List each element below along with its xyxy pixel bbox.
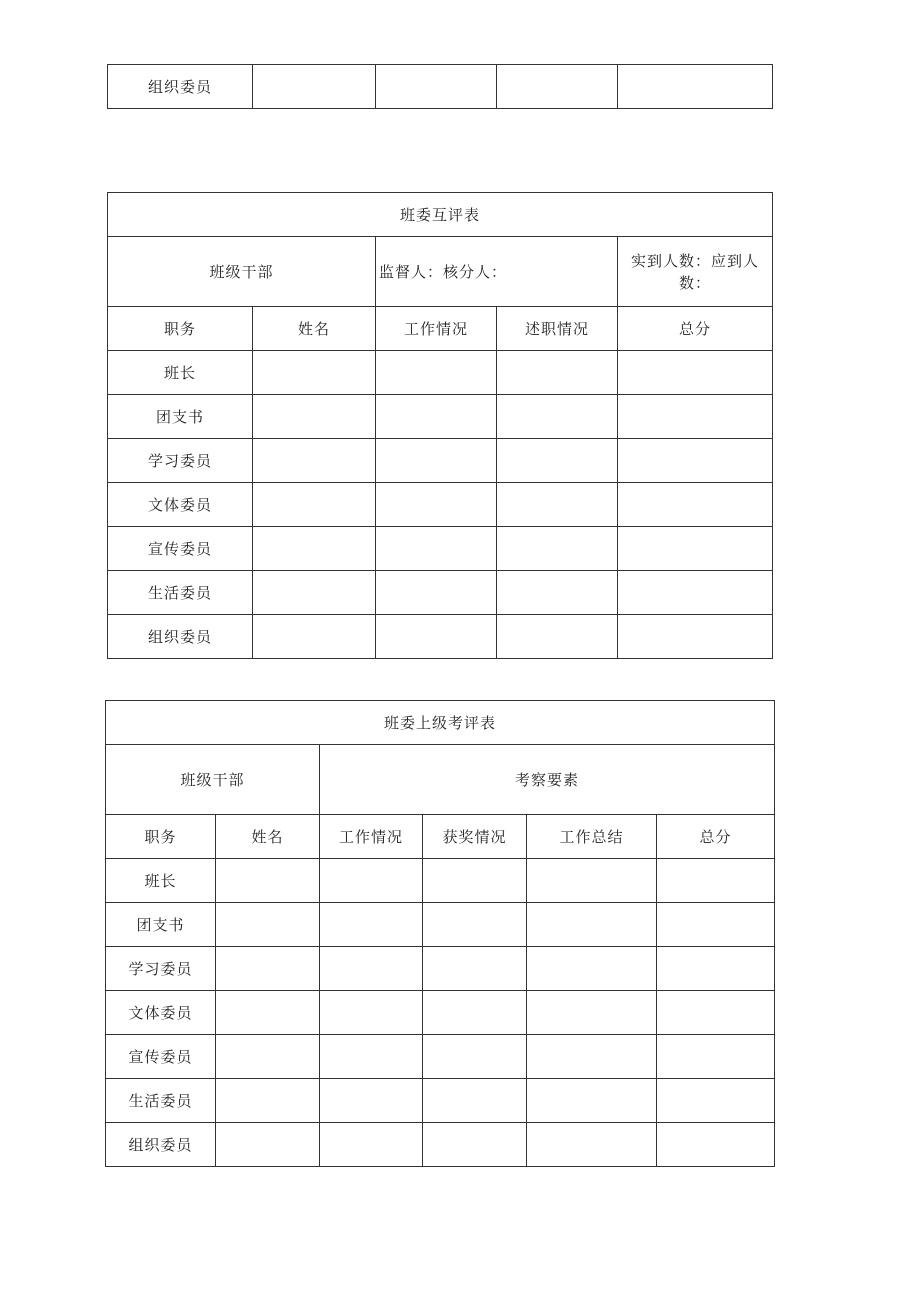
work-cell[interactable] (376, 615, 497, 659)
total-cell[interactable] (618, 351, 773, 395)
work-cell[interactable] (376, 483, 497, 527)
awards-cell[interactable] (423, 1079, 527, 1123)
table-row (108, 439, 773, 483)
awards-cell[interactable] (423, 991, 527, 1035)
role-cell: 班长 (108, 351, 253, 395)
work-cell[interactable] (376, 351, 497, 395)
header-name: 姓名 (253, 307, 376, 351)
table-row (108, 615, 773, 659)
table-row (108, 527, 773, 571)
summary-cell[interactable] (527, 1123, 657, 1167)
summary-cell[interactable] (527, 1035, 657, 1079)
role-cell: 文体委员 (108, 483, 253, 527)
header-row (108, 307, 773, 351)
table-title: 班委互评表 (108, 193, 773, 237)
header-total: 总分 (618, 307, 773, 351)
summary-cell[interactable] (527, 1079, 657, 1123)
dept-label: 班级干部 (108, 237, 376, 307)
total-cell[interactable] (618, 615, 773, 659)
total-cell[interactable] (618, 439, 773, 483)
name-cell[interactable] (216, 1123, 320, 1167)
total-cell[interactable] (657, 1035, 775, 1079)
report-cell[interactable] (497, 483, 618, 527)
work-cell[interactable] (376, 395, 497, 439)
report-cell[interactable] (497, 527, 618, 571)
header-report: 述职情况 (497, 307, 618, 351)
work-cell[interactable] (376, 527, 497, 571)
info-row (106, 745, 775, 815)
table-row (106, 1079, 775, 1123)
name-cell[interactable] (216, 1079, 320, 1123)
info-row (108, 237, 773, 307)
table-title-row (106, 701, 775, 745)
total-cell[interactable] (657, 947, 775, 991)
work-cell[interactable] (320, 1123, 423, 1167)
header-role: 职务 (106, 815, 216, 859)
attendance-label: 实到人数：应到人数： (618, 237, 773, 307)
header-work: 工作情况 (376, 307, 497, 351)
header-total: 总分 (657, 815, 775, 859)
report-cell[interactable] (497, 351, 618, 395)
role-cell: 文体委员 (106, 991, 216, 1035)
total-cell[interactable] (657, 991, 775, 1035)
dept-label: 班级干部 (106, 745, 320, 815)
table-row (108, 483, 773, 527)
work-cell[interactable] (320, 991, 423, 1035)
header-role: 职务 (108, 307, 253, 351)
name-cell[interactable] (216, 1035, 320, 1079)
header-work: 工作情况 (320, 815, 423, 859)
role-cell: 团支书 (108, 395, 253, 439)
summary-cell[interactable] (527, 903, 657, 947)
table-title: 班委上级考评表 (106, 701, 775, 745)
supervisor-label: 监督人：核分人： (376, 237, 618, 307)
total-cell[interactable] (618, 527, 773, 571)
table-row (106, 903, 775, 947)
role-cell: 班长 (106, 859, 216, 903)
awards-cell[interactable] (423, 1035, 527, 1079)
table-row (108, 571, 773, 615)
table-row (106, 859, 775, 903)
report-cell[interactable] (497, 65, 618, 109)
role-cell: 组织委员 (108, 615, 253, 659)
report-cell[interactable] (497, 615, 618, 659)
table-row (106, 947, 775, 991)
total-cell[interactable] (618, 571, 773, 615)
name-cell[interactable] (216, 947, 320, 991)
header-name: 姓名 (216, 815, 320, 859)
total-cell[interactable] (618, 483, 773, 527)
role-cell: 生活委员 (106, 1079, 216, 1123)
role-cell: 团支书 (106, 903, 216, 947)
work-cell[interactable] (376, 439, 497, 483)
table-row (108, 65, 773, 109)
name-cell[interactable] (253, 439, 376, 483)
name-cell[interactable] (253, 65, 376, 109)
name-cell[interactable] (253, 615, 376, 659)
total-cell[interactable] (618, 65, 773, 109)
role-cell: 组织委员 (106, 1123, 216, 1167)
name-cell[interactable] (253, 527, 376, 571)
table-row (106, 991, 775, 1035)
name-cell[interactable] (253, 483, 376, 527)
total-cell[interactable] (657, 1079, 775, 1123)
table-row (106, 1123, 775, 1167)
work-cell[interactable] (320, 859, 423, 903)
role-cell: 宣传委员 (108, 527, 253, 571)
summary-cell[interactable] (527, 991, 657, 1035)
work-cell[interactable] (376, 65, 497, 109)
superior-eval-table (105, 700, 775, 1167)
work-cell[interactable] (320, 1035, 423, 1079)
total-cell[interactable] (657, 859, 775, 903)
mutual-eval-table (107, 192, 773, 659)
work-cell[interactable] (320, 947, 423, 991)
table-row (108, 351, 773, 395)
report-cell[interactable] (497, 439, 618, 483)
header-awards: 获奖情况 (423, 815, 527, 859)
report-cell[interactable] (497, 395, 618, 439)
awards-cell[interactable] (423, 947, 527, 991)
name-cell[interactable] (253, 571, 376, 615)
name-cell[interactable] (216, 859, 320, 903)
role-cell: 宣传委员 (106, 1035, 216, 1079)
table-row (106, 1035, 775, 1079)
role-cell: 学习委员 (108, 439, 253, 483)
role-cell: 生活委员 (108, 571, 253, 615)
report-cell[interactable] (497, 571, 618, 615)
total-cell[interactable] (657, 1123, 775, 1167)
table-row (108, 395, 773, 439)
factors-label: 考察要素 (320, 745, 775, 815)
table-title-row (108, 193, 773, 237)
total-cell[interactable] (618, 395, 773, 439)
summary-cell[interactable] (527, 859, 657, 903)
awards-cell[interactable] (423, 1123, 527, 1167)
summary-cell[interactable] (527, 947, 657, 991)
name-cell[interactable] (253, 395, 376, 439)
work-cell[interactable] (320, 903, 423, 947)
name-cell[interactable] (216, 991, 320, 1035)
awards-cell[interactable] (423, 903, 527, 947)
total-cell[interactable] (657, 903, 775, 947)
role-cell: 组织委员 (108, 65, 253, 109)
name-cell[interactable] (253, 351, 376, 395)
awards-cell[interactable] (423, 859, 527, 903)
work-cell[interactable] (320, 1079, 423, 1123)
header-summary: 工作总结 (527, 815, 657, 859)
top-fragment-table (107, 64, 773, 109)
name-cell[interactable] (216, 903, 320, 947)
header-row (106, 815, 775, 859)
work-cell[interactable] (376, 571, 497, 615)
role-cell: 学习委员 (106, 947, 216, 991)
